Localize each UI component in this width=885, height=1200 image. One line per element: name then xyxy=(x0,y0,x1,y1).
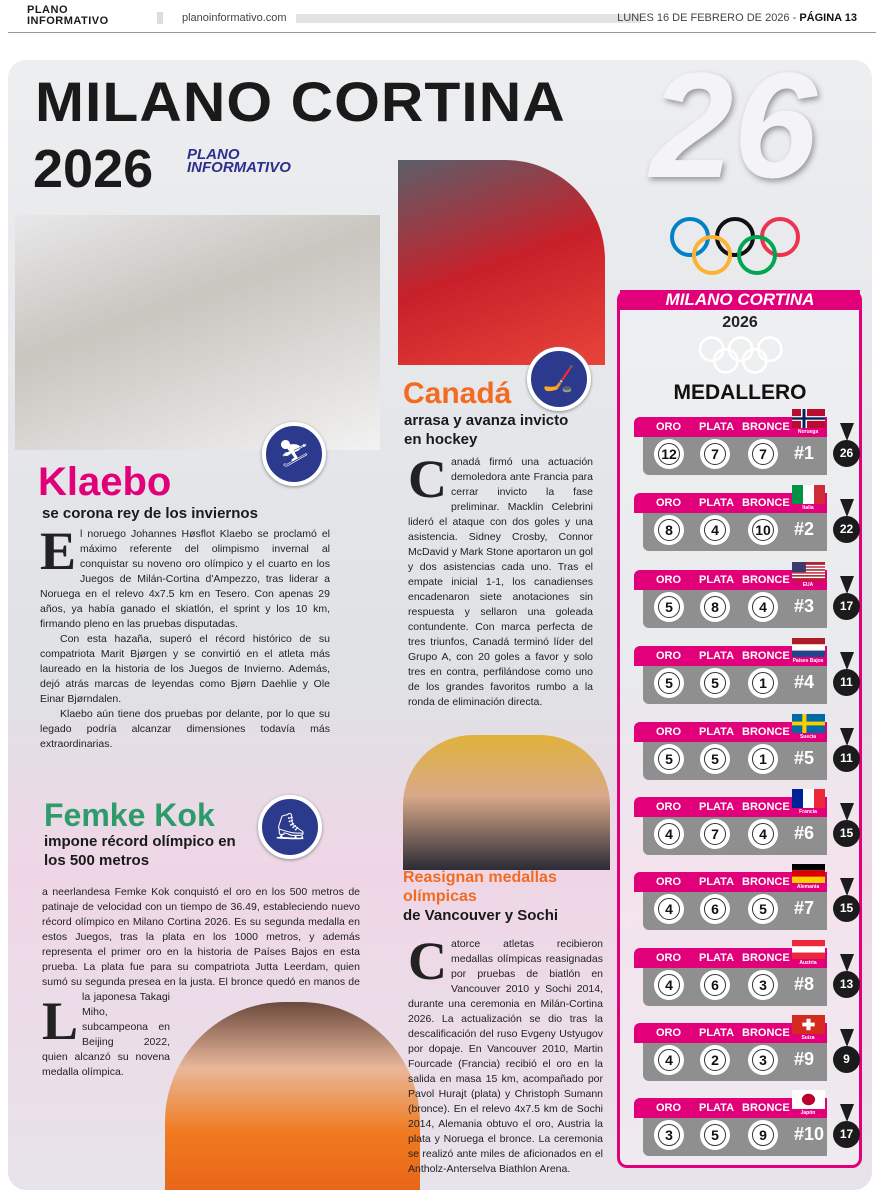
medal-ribbon-icon xyxy=(840,1029,854,1047)
page-number: PÁGINA 13 xyxy=(799,12,857,24)
silver-label: PLATA xyxy=(699,574,735,586)
klaebo-photo xyxy=(15,215,380,450)
medal-ribbon-icon xyxy=(840,652,854,670)
biathletes-photo xyxy=(403,735,610,870)
rank: #6 xyxy=(794,823,815,843)
bronze-label: BRONCE xyxy=(742,1027,790,1039)
page-title: MILANO CORTINA xyxy=(35,70,566,133)
silver-label: PLATA xyxy=(699,1102,735,1114)
rank: #2 xyxy=(794,519,815,539)
total-medals: 13 xyxy=(833,971,860,998)
silver-count: 5 xyxy=(704,748,726,770)
total-medals: 22 xyxy=(833,516,860,543)
date-line xyxy=(617,12,857,24)
olympic-rings-icon xyxy=(697,335,785,375)
newspaper-logo: PLANO INFORMATIVO xyxy=(27,4,109,27)
medal-table-banner: MILANO CORTINA xyxy=(620,290,860,310)
gold-count: 8 xyxy=(658,519,680,541)
rank: #5 xyxy=(794,748,815,768)
gold-rosette-icon xyxy=(654,894,684,924)
reasignan-article xyxy=(408,931,603,1177)
total-medals: 9 xyxy=(833,1046,860,1073)
bronze-count: 5 xyxy=(752,898,774,920)
bronze-count: 9 xyxy=(752,1124,774,1146)
bronze-rosette-icon xyxy=(748,592,778,622)
silver-rosette-icon xyxy=(700,894,730,924)
rank: #7 xyxy=(794,898,815,918)
hockey-photo xyxy=(398,160,605,365)
silver-rosette-icon xyxy=(700,819,730,849)
country-name: Japón xyxy=(800,1110,816,1116)
drop-cap: E xyxy=(40,521,77,581)
gold-count: 5 xyxy=(658,748,680,770)
bronze-label: BRONCE xyxy=(742,801,790,813)
gold-label: ORO xyxy=(656,574,682,586)
medal-ribbon-icon xyxy=(840,954,854,972)
femke-article xyxy=(42,885,360,1117)
gold-rosette-icon xyxy=(654,592,684,622)
paragraph: l noruego Johannes Høsflot Klaebo se proclamó el máximo referente del olimpismo invernal al conquistar su noveno oro olímpico y el cuarto en los Juegos de Milán-Cortina d'Ampezzo, tras liderar a Noruega en el relevo 4x7.5 km en Tesero. Con apenas 29 años, ya había ganado el skiatlón, el sprint y los 10 km, firmando pleno en las pruebas disputadas. xyxy=(40,528,330,630)
bronze-count: 1 xyxy=(752,672,774,694)
silver-count: 4 xyxy=(704,519,726,541)
silver-rosette-icon xyxy=(700,1045,730,1075)
bronze-label: BRONCE xyxy=(742,1102,790,1114)
gold-rosette-icon xyxy=(654,819,684,849)
femke-subtitle: impone récord olímpico en los 500 metros xyxy=(44,833,236,869)
country-name: Italia xyxy=(802,505,814,511)
gold-rosette-icon xyxy=(654,1120,684,1150)
rank: #10 xyxy=(794,1124,825,1144)
bronze-count: 3 xyxy=(752,1049,774,1071)
silver-rosette-icon xyxy=(700,515,730,545)
country-name: Alemania xyxy=(796,884,820,890)
cross-country-ski-icon: ⛷ xyxy=(262,422,326,486)
silver-label: PLATA xyxy=(699,421,735,433)
medal-row xyxy=(634,797,862,859)
gold-count: 4 xyxy=(658,898,680,920)
silver-rosette-icon xyxy=(700,439,730,469)
date: LUNES 16 DE FEBRERO DE 2026 - xyxy=(617,12,800,24)
medal-row xyxy=(634,948,862,1010)
medal-ribbon-icon xyxy=(840,1104,854,1122)
gold-rosette-icon xyxy=(654,439,684,469)
bronze-rosette-icon xyxy=(748,515,778,545)
gold-count: 4 xyxy=(658,974,680,996)
gold-rosette-icon xyxy=(654,744,684,774)
silver-label: PLATA xyxy=(699,726,735,738)
country-name: Países Bajos xyxy=(792,658,824,664)
total-medals: 17 xyxy=(833,1121,860,1148)
silver-rosette-icon xyxy=(700,744,730,774)
silver-label: PLATA xyxy=(699,650,735,662)
country-flag-icon xyxy=(792,864,825,883)
brand-logo: PLANO INFORMATIVO xyxy=(187,146,291,176)
total-medals: 26 xyxy=(833,440,860,467)
paragraph: a neerlandesa Femke Kok conquistó el oro en los 500 metros de patinaje de velocidad con un tiempo de 36.49, estableciendo nuevo récord olímpico en Milano Cortina 2026. Es su segunda medalla en estos Juegos, tras la plata en los 1000 metros, y además representa el primer oro en la historia de Países Bajos en esta prueba. La plata fue para su compatriota Jutta Leerdam, quien sumó su segunda presea en la justa. El bronce quedó en manos de la japonesa Takagi Miho, subcampeona en Beijing 2022, quien alcanzó su novena medalla olímpica. xyxy=(42,886,360,1078)
silver-count: 6 xyxy=(704,898,726,920)
drop-cap: L xyxy=(42,991,79,1051)
country-name: Austria xyxy=(799,960,817,966)
country-flag-icon xyxy=(792,485,825,504)
speed-skating-icon: ⛸ xyxy=(258,795,322,859)
femke-headline: Femke Kok xyxy=(44,797,215,833)
medal-ribbon-icon xyxy=(840,878,854,896)
divider xyxy=(157,12,163,24)
reasignan-headline: Reasignan medallas olímpicas xyxy=(403,869,557,905)
olympic-rings-icon xyxy=(668,215,803,277)
gold-count: 12 xyxy=(658,443,680,465)
canada-headline: Canadá xyxy=(403,377,512,410)
paragraph: Con esta hazaña, superó el récord histórico de su compatriota Marit Bjørgen y se convirtió en el atleta más laureado en la historia de los Juegos de Invierno. Además, dejó atrás marcas de leyendas como Bjørn Daehlie y Ole Einar Bjørndalen. xyxy=(40,633,330,705)
bronze-label: BRONCE xyxy=(742,876,790,888)
bronze-rosette-icon xyxy=(748,1120,778,1150)
bronze-label: BRONCE xyxy=(742,574,790,586)
gold-label: ORO xyxy=(656,1102,682,1114)
drop-cap: C xyxy=(408,449,447,509)
bronze-count: 4 xyxy=(752,596,774,618)
silver-label: PLATA xyxy=(699,801,735,813)
gold-label: ORO xyxy=(656,650,682,662)
country-name: Suecia xyxy=(799,734,817,740)
medal-ribbon-icon xyxy=(840,499,854,517)
medal-row xyxy=(634,570,862,632)
gold-count: 4 xyxy=(658,1049,680,1071)
bronze-label: BRONCE xyxy=(742,421,790,433)
total-medals: 11 xyxy=(833,669,860,696)
gold-label: ORO xyxy=(656,876,682,888)
bronze-rosette-icon xyxy=(748,439,778,469)
silver-count: 8 xyxy=(704,596,726,618)
medal-table-title: MEDALLERO xyxy=(673,381,807,404)
rank: #9 xyxy=(794,1049,815,1069)
gold-count: 5 xyxy=(658,596,680,618)
silver-rosette-icon xyxy=(700,970,730,1000)
silver-count: 2 xyxy=(704,1049,726,1071)
country-flag-icon xyxy=(792,714,825,733)
gold-count: 4 xyxy=(658,823,680,845)
canada-subtitle: arrasa y avanza invicto en hockey xyxy=(404,412,569,448)
gold-label: ORO xyxy=(656,726,682,738)
gold-rosette-icon xyxy=(654,970,684,1000)
medal-ribbon-icon xyxy=(840,423,854,441)
medal-row xyxy=(634,1098,862,1160)
divider xyxy=(8,32,876,33)
country-flag-icon xyxy=(792,940,825,959)
silver-count: 7 xyxy=(704,443,726,465)
gold-count: 3 xyxy=(658,1124,680,1146)
bronze-label: BRONCE xyxy=(742,497,790,509)
total-medals: 11 xyxy=(833,745,860,772)
silver-label: PLATA xyxy=(699,952,735,964)
silver-rosette-icon xyxy=(700,592,730,622)
gold-label: ORO xyxy=(656,801,682,813)
medal-row xyxy=(634,722,862,784)
rank: #3 xyxy=(794,596,815,616)
rank: #4 xyxy=(794,672,815,692)
canada-article xyxy=(408,449,594,710)
gold-rosette-icon xyxy=(654,668,684,698)
medal-table-year: 2026 xyxy=(722,314,758,331)
bronze-count: 7 xyxy=(752,443,774,465)
drop-cap: C xyxy=(408,931,447,991)
country-name: Noruega xyxy=(797,429,819,435)
medal-ribbon-icon xyxy=(840,728,854,746)
medal-ribbon-icon xyxy=(840,803,854,821)
total-medals: 15 xyxy=(833,820,860,847)
country-name: Suiza xyxy=(801,1035,815,1041)
rank: #1 xyxy=(794,443,815,463)
medal-row xyxy=(634,1023,862,1085)
silver-rosette-icon xyxy=(700,1120,730,1150)
bronze-count: 4 xyxy=(752,823,774,845)
gold-label: ORO xyxy=(656,497,682,509)
silver-count: 5 xyxy=(704,1124,726,1146)
medal-ribbon-icon xyxy=(840,576,854,594)
rank: #8 xyxy=(794,974,815,994)
klaebo-headline: Klaebo xyxy=(38,460,172,504)
bronze-rosette-icon xyxy=(748,819,778,849)
silver-count: 5 xyxy=(704,672,726,694)
medal-row xyxy=(634,872,862,934)
paragraph: Klaebo aún tiene dos pruebas por delante, por lo que su legado podría alcanzar dimensiones todavía más extraordinarias. xyxy=(40,708,330,750)
bronze-label: BRONCE xyxy=(742,650,790,662)
bronze-rosette-icon xyxy=(748,894,778,924)
paragraph: atorce atletas recibieron medallas olímpicas reasignadas por pruebas de biatlón en Vancouver 2010 y Sochi 2014, durante una ceremonia en Milán-Cortina 2026. La actualización se dio tras la descalificación del ruso Evgeny Ustyugov por dopaje. En Vancouver 2010, Martin Fourcade (Francia) recibió el oro en la salida en masa 15 km, acompañado por Pavol Hurajt (plata) y Christoph Sumann (bronce). En el relevo 4x7.5 km de Sochi 2014, Alemania obtuvo el oro, Austria la plata y Noruega el bronce. La ceremonia se realizó ante miles de aficionados en el Antholz-Anterselva Biathlon Arena. xyxy=(408,938,603,1175)
bronze-rosette-icon xyxy=(748,1045,778,1075)
bronze-rosette-icon xyxy=(748,970,778,1000)
country-flag-icon xyxy=(792,1015,825,1034)
gold-label: ORO xyxy=(656,1027,682,1039)
country-flag-icon xyxy=(792,409,825,428)
country-flag-icon xyxy=(792,1090,825,1109)
wrap-spacer xyxy=(170,997,360,1117)
gold-count: 5 xyxy=(658,672,680,694)
gold-label: ORO xyxy=(656,952,682,964)
reasignan-subtitle: de Vancouver y Sochi xyxy=(403,907,559,924)
silver-label: PLATA xyxy=(699,876,735,888)
medal-row xyxy=(634,417,862,479)
country-name: Francia xyxy=(799,809,817,815)
medal-row xyxy=(634,646,862,708)
paragraph: anadá firmó una actuación demoledora ante Francia para cerrar invicto la fase preliminar. Macklin Celebrini lideró el ataque con dos goles y una asistencia. Sidney Crosby, Connor McDavid y Mark Stone aportaron un gol y dos asistencias cada uno. Tras el empate inicial 1-1, los canadienses encadenaron siete anotaciones sin respuesta y sellaron una goleada contundente. Con marca perfecta de tres triunfos, Canadá terminó líder del Grupo A, con 20 goles a favor y solo tres en contra, perfilándose como uno de los grandes favoritos rumbo a la ronda de eliminación directa. xyxy=(408,456,594,708)
hockey-icon: 🏒 xyxy=(527,347,591,411)
gold-rosette-icon xyxy=(654,1045,684,1075)
silver-label: PLATA xyxy=(699,1027,735,1039)
gold-label: ORO xyxy=(656,421,682,433)
country-flag-icon xyxy=(792,562,825,581)
total-medals: 17 xyxy=(833,593,860,620)
bronze-label: BRONCE xyxy=(742,952,790,964)
total-medals: 15 xyxy=(833,895,860,922)
bronze-rosette-icon xyxy=(748,744,778,774)
site-url[interactable]: planoinformativo.com xyxy=(182,12,287,24)
klaebo-subtitle: se corona rey de los inviernos xyxy=(42,505,258,522)
silver-label: PLATA xyxy=(699,497,735,509)
bronze-label: BRONCE xyxy=(742,726,790,738)
gold-rosette-icon xyxy=(654,515,684,545)
bronze-count: 3 xyxy=(752,974,774,996)
silver-count: 6 xyxy=(704,974,726,996)
bronze-count: 1 xyxy=(752,748,774,770)
country-flag-icon xyxy=(792,789,825,808)
bronze-count: 10 xyxy=(752,519,774,541)
klaebo-article xyxy=(40,521,330,752)
country-flag-icon xyxy=(792,638,825,657)
medal-row xyxy=(634,493,862,555)
games-logo: 26 xyxy=(650,41,817,209)
silver-rosette-icon xyxy=(700,668,730,698)
country-name: EUA xyxy=(802,582,814,588)
page-year: 2026 xyxy=(33,139,154,199)
silver-count: 7 xyxy=(704,823,726,845)
bronze-rosette-icon xyxy=(748,668,778,698)
header-bar xyxy=(296,14,641,23)
